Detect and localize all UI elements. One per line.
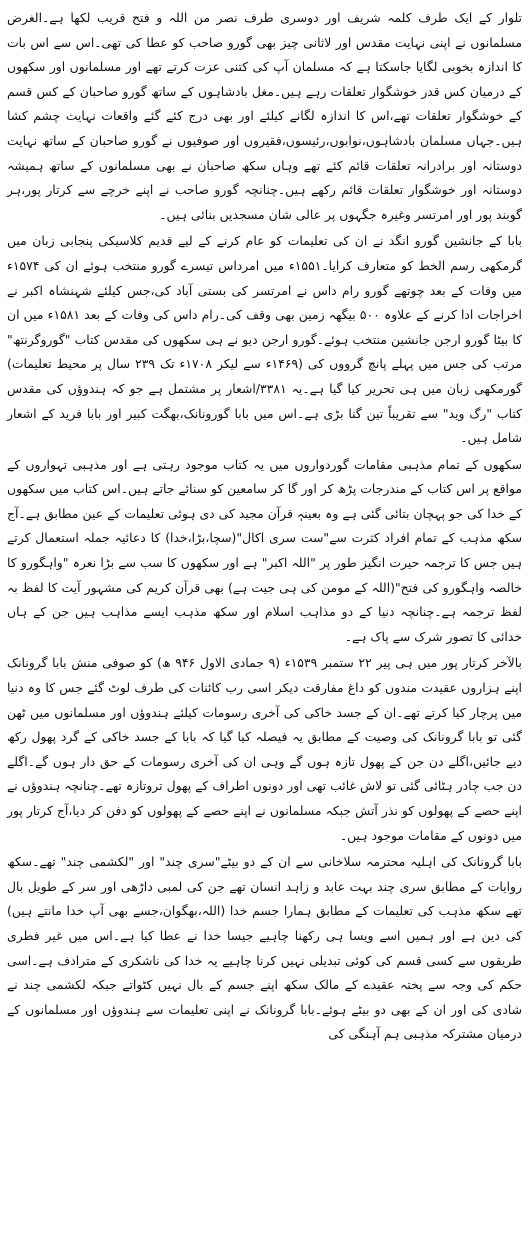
paragraph-sword-and-relations: تلوار کے ایک طرف کلمہ شریف اور دوسری طرف نصر من اللہ و فتح قریب لکھا ہے۔الغرض مسلمانوں نے اپنی نہایت مقدس اور لاثانی چیز بھی گورو صاحب کو عطا کی تھی۔اس سے اس بات کا اندازہ بخوبی لگایا جاسکتا ہے کہ مسلمان آپ کی کتنی عزت کرتے تھے اور مسلمانوں اور سکھوں کے درمیان کس قدر خوشگوار تعلقات رہے ہیں۔مغل بادشاہوں کے ساتھ گورو صاحبان کے کس قسم کے خوشگوار تعلقات تھے،اس کا اندازہ لگانے کیلئے اور بھی درج کئے گئے واقعات نہایت چشم کشا ہیں۔جہاں مسلمان بادشاہوں،نوابوں،رئیسوں،فقیروں اور صوفیوں نے گورو صاحبان کے ساتھ نہایت دوستانہ اور برادرانہ تعلقات قائم کئے تھے وہاں سکھ صاحبان نے بھی مسلمانوں کے ساتھ ہمیشہ دوستانہ اور خوشگوار تعلقات قائم رکھے ہیں۔چنانچہ گورو صاحب نے اپنے خرچے سے کرتار پور،ہر گوبند پور اور امرتسر وغیرہ جگہوں پر عالی شان مسجدیں بنائی ہیں۔ <box>7 10 522 222</box>
paragraph-gurdwaras-and-teachings: سکھوں کے تمام مذہبی مقامات گوردواروں میں یہ کتاب موجود رہتی ہے اور مذہبی تہواروں کے مواقع پر اس کتاب کے مندرجات پڑھ کر اور گا کر سامعین کو سنائے جاتے ہیں۔اس کتاب میں سکھوں کے خدا کی جو پہچان بتائی گئی ہے وہ بعینہٖ قرآن مجید کی دی ہوئی تعلیمات کے عین مطابق ہے۔آج سکھ مذہب کے تمام افراد کثرت سے"ست سری اکال"(سچا،بڑا،خدا) کا دعائیہ جملہ استعمال کرتے ہیں جس کا ترجمہ حیرت انگیز طور پر "اللہ اکبر" ہے اور سکھوں کا سب سے بڑا نعرہ "واہگورو کا خالصہ واہگورو کی فتح"(اللہ کے مومن کی ہی جیت ہے) بھی قرآن کریم کی مشہور آیت کا لفظ بہ لفظ ترجمہ ہے۔چنانچہ دنیا کے دو مذاہب اسلام اور سکھ مذہب ایسے مذاہب ہیں جن کے ہاں خدائی کا تصور شرک سے پاک ہے۔ <box>6 456 522 644</box>
paragraph-sons-of-guru-nanak: بابا گرونانک کی اہلیہ محترمہ سلاخانی سے ان کے دو بیٹے"سری چند" اور "لکشمی چند" تھے۔سکھ روایات کے مطابق سری چند بہت عابد و زاہد انسان تھے جن کی لمبی داڑھی اور سر کے طویل بال تھے سکھ مذہب کی تعلیمات کے مطابق ہمارا جسم خدا (اللہ،بھگوان،جسے بھی آپ خدا مانتے ہیں) کی دین ہے اور ہمیں اسے ویسا ہی رکھنا چاہیے جیسا خدا نے عطا کیا ہے۔اس میں غیر فطری طریقوں سے کسی قسم کی کوئی تبدیلی نہیں کرنا چاہیے یہ خدا کی ناشکری کے مترادف ہے۔اسی حکم کی وجہ سے پختہ عقیدے کے مالک سکھ اپنے جسم کے بال نہیں کٹواتے جبکہ لکشمی چند نے شادی کی اور ان کے بھی دو بیٹے ہوئے۔بابا گرونانک نے اپنی تعلیمات سے ہندوؤں اور مسلمانوں کے درمیان مشترکہ مذہبی ہم آہنگی کی <box>7 854 522 1042</box>
paragraph-successors-and-granth: بابا کے جانشین گورو انگد نے ان کی تعلیمات کو عام کرنے کے لیے قدیم کلاسیکی پنجابی زبان میں گرمکھی رسم الخط کو متعارف کرایا۔۱۵۵۱ء میں امرداس تیسرے گورو منتخب ہوئے ان کی ۱۵۷۴ء میں وفات کے بعد چوتھے گورو رام داس نے امرتسر کی بستی آباد کی،جس کیلئے شہنشاہ اکبر نے اخراجات ادا کرنے کے علاوہ ۵۰۰ بیگھہ زمین بھی وقف کی۔رام داس کی وفات کے بعد ۱۵۸۱ء میں ان کا بیٹا گورو ارجن جانشین منتخب ہوئے۔گورو ارجن دیو نے ہی سکھوں کی مقدس کتاب "گوروگرنتھ" مرتب کی جس میں پہلے پانچ گرووں کی (۱۴۶۹ء سے لیکر ۱۷۰۸ء تک ۲۳۹ سال پر محیط تعلیمات) گورمکھی زبان میں ہی تحریر کیا گیا ہے۔یہ ۳۳۸۱/اشعار پر مشتمل ہے جو کہ ہندوؤں کی مقدس کتاب "رگ وید" سے تقریباً تین گنا بڑی ہے۔اس میں بابا گورونانک،بھگت کبیر اور بابا فرید کے اشعار شامل ہیں۔ <box>7 233 522 446</box>
paragraph-death-at-kartarpur: بالآخر کرتار پور میں ہی پیر ۲۲ ستمبر ۱۵۳۹ء (۹ جمادی الاول ۹۴۶ ھ) کو صوفی منش بابا گرونانک اپنے ہزاروں عقیدت مندوں کو داغ مفارقت دیکر اسی رب کائنات کی طرف لوٹ گئے جس کا وہ دنیا میں پرچار کیا کرتے تھے۔ان کے جسد خاکی کی آخری رسومات کیلئے ہندوؤں اور مسلمانوں میں ٹھن گئی تو بابا گرونانک کی وصیت کے مطابق یہ فیصلہ کیا گیا کہ بابا کے جسد خاکی کے گرد پھول رکھ دیے جائیں،اگلے دن جن کے پھول تازہ ہوں گے وہی ان کی آخری رسومات کے حق دار ہوں گے۔اگلے دن جب چادر ہٹائی گئی تو لاش غائب تھی اور دونوں اطراف کے پھول تروتازہ تھے۔چنانچہ ہندوؤں نے اپنے حصے کے پھولوں کو نذر آتش جبکہ مسلمانوں نے اپنے حصے کے پھولوں کو دفن کر دیا،آج کرتار پور میں دونوں کے مقامات موجود ہیں۔ <box>7 655 522 843</box>
